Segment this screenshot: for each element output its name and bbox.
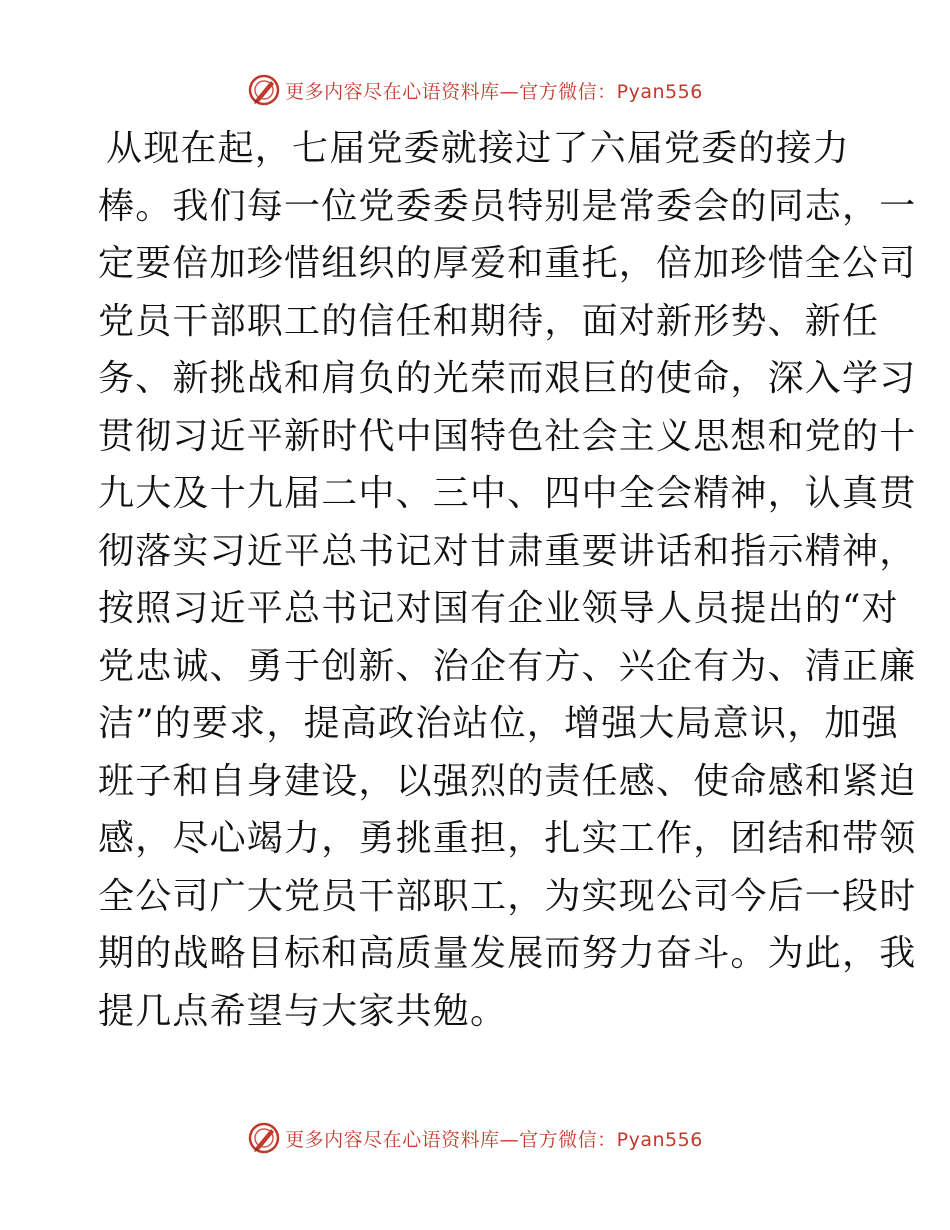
footer-banner <box>0 1118 950 1158</box>
paragraph-line: 按照习近平总书记对国有企业领导人员提出的“对 <box>98 588 899 629</box>
header-banner <box>0 70 950 110</box>
paragraph-line: 洁”的要求，提高政治站位，增强大局意识，加强 <box>98 703 899 744</box>
pen-logo-icon <box>247 1121 281 1155</box>
paragraph-line: 贯彻习近平新时代中国特色社会主义思想和党的十 <box>98 415 917 457</box>
paragraph-line: 提几点希望与大家共勉。 <box>98 990 508 1032</box>
paragraph-line: 从现在起，七届党委就接过了六届党委的接力 <box>106 128 851 169</box>
paragraph-line: 九大及十九届二中、三中、四中全会精神，认真贯 <box>98 473 917 514</box>
paragraph-line: 党员干部职工的信任和期待，面对新形势、新任 <box>98 300 880 342</box>
paragraph-line: 棒。我们每一位党委委员特别是常委会的同志，一 <box>98 185 917 227</box>
banner-text: 更多内容尽在心语资料库—官方微信：Pyan556 <box>285 1128 703 1151</box>
pen-logo-icon <box>247 73 281 107</box>
paragraph-line: 党忠诚、勇于创新、治企有方、兴企有为、清正廉 <box>98 645 917 687</box>
paragraph-line: 感，尽心竭力，勇挑重担，扎实工作，团结和带领 <box>98 818 917 859</box>
paragraph-line: 务、新挑战和肩负的光荣而艰巨的使命，深入学习 <box>98 358 917 399</box>
paragraph-line: 定要倍加珍惜组织的厚爱和重托，倍加珍惜全公司 <box>98 243 917 284</box>
paragraph-line: 班子和自身建设，以强烈的责任感、使命感和紧迫 <box>98 760 917 802</box>
paragraph-line: 期的战略目标和高质量发展而努力奋斗。为此，我 <box>98 933 917 974</box>
paragraph-line: 全公司广大党员干部职工，为实现公司今后一段时 <box>98 875 917 917</box>
paragraph-line: 彻落实习近平总书记对甘肃重要讲话和指示精神， <box>98 530 917 572</box>
document-body <box>98 120 917 1040</box>
banner-text: 更多内容尽在心语资料库—官方微信：Pyan556 <box>285 80 703 103</box>
